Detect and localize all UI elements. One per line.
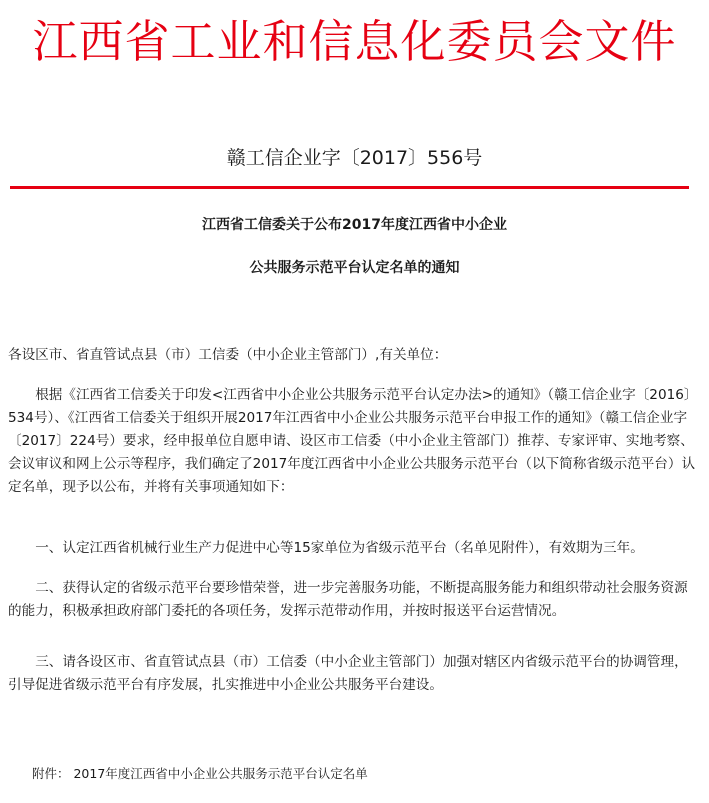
document-header-title: 江西省工业和信息化委员会文件 <box>32 15 677 68</box>
salutation-text: 各设区市、省直管试点县（市）工信委（中小企业主管部门）,有关单位： <box>8 347 448 363</box>
notice-title-line2: 公共服务示范平台认定名单的通知 <box>249 260 460 276</box>
body-paragraph <box>8 384 700 499</box>
item-three <box>8 651 700 697</box>
notice-title-line1: 江西省工信委关于公布2017年度江西省中小企业 <box>202 217 507 233</box>
paragraph-text: 根据《江西省工信委关于印发<江西省中小企业公共服务示范平台认定办法>的通知》（赣工信企业字〔2016〕534号）、《江西省工信委关于组织开展2017年江西省中小企业公共服务示范平台申报工作的通知》（赣工信企业字〔2017〕224号）要求，经申报单位自愿申请、设区市工信委（中小企业主管部门）推荐、专家评审、实地考察、会议审议和网上公示等程序，我们确定了2017年度江西省中小企业公共服务示范平台（以下简称省级示范平台）认定名单，现予以公布，并将有关事项通知如下： <box>8 387 698 495</box>
item-one <box>8 537 700 560</box>
item-three-text: 三、请各设区市、省直管试点县（市）工信委（中小企业主管部门）加强对辖区内省级示范平台的协调管理，引导促进省级示范平台有序发展，扎实推进中小企业公共服务平台建设。 <box>8 654 688 693</box>
salutation <box>8 344 700 367</box>
item-two-text: 二、获得认定的省级示范平台要珍惜荣誉，进一步完善服务功能，不断提高服务能力和组织带动社会服务资源的能力，积极承担政府部门委托的各项任务，发挥示范带动作用，并按时报送平台运营情况。 <box>8 580 688 619</box>
header-divider <box>10 186 689 189</box>
item-two <box>8 577 700 623</box>
item-one-text: 一、认定江西省机械行业生产力促进中心等15家单位为省级示范平台（名单见附件），有效期为三年。 <box>35 540 644 556</box>
attachment-label: 附件： 2017年度江西省中小企业公共服务示范平台认定名单 <box>32 766 368 781</box>
document-number: 赣工信企业字〔2017〕556号 <box>226 147 483 169</box>
